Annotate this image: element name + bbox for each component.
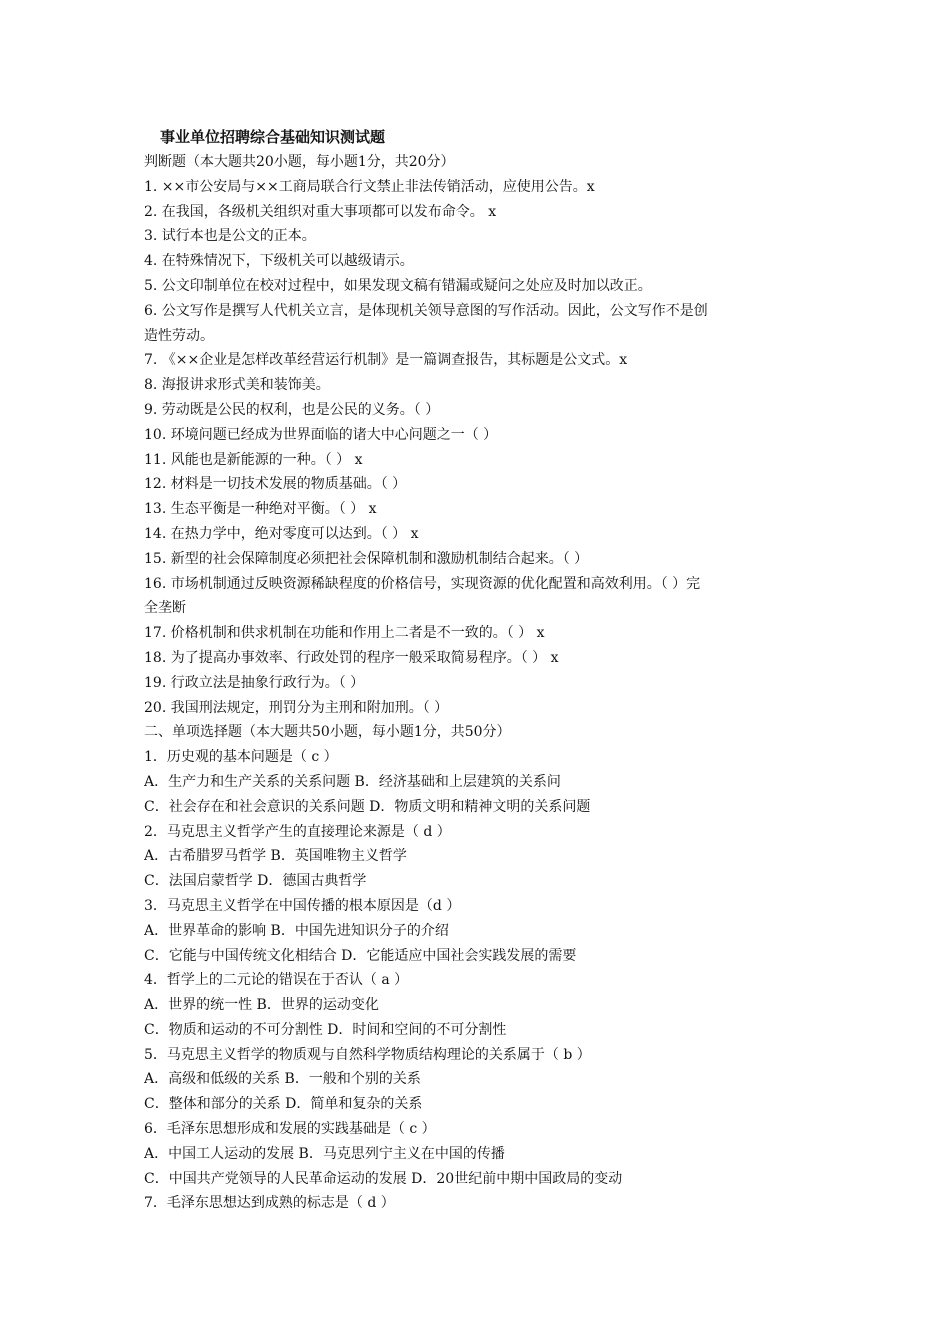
text-line: 造性劳动。 [144, 327, 214, 344]
text-line: A．世界的统一性 B．世界的运动变化 [144, 997, 379, 1014]
text-line: 10. 环境问题已经成为世界面临的诸大中心问题之一（ ） [144, 426, 498, 443]
text-line: C．它能与中国传统文化相结合 D．它能适应中国社会实践发展的需要 [144, 947, 577, 964]
text-line: 20. 我国刑法规定，刑罚分为主刑和附加刑。（ ） [144, 699, 449, 716]
text-line: A．古希腊罗马哲学 B．英国唯物主义哲学 [144, 848, 407, 865]
text-line: 14. 在热力学中，绝对零度可以达到。（ ） x [144, 525, 419, 542]
text-line: C．社会存在和社会意识的关系问题 D．物质文明和精神文明的关系问题 [144, 798, 591, 815]
text-line: 16. 市场机制通过反映资源稀缺程度的价格信号，实现资源的优化配置和高效利用。（ ）完 [144, 575, 701, 592]
text-line: 4. 在特殊情况下，下级机关可以越级请示。 [144, 253, 414, 270]
text-line: A．高级和低级的关系 B．一般和个别的关系 [144, 1071, 421, 1088]
text-line: 3．马克思主义哲学在中国传播的根本原因是（d ） [144, 897, 461, 914]
text-line: 1．历史观的基本问题是（ c ） [144, 749, 338, 766]
text-line: 15. 新型的社会保障制度必须把社会保障机制和激励机制结合起来。（ ） [144, 550, 589, 567]
text-line: 8. 海报讲求形式美和装饰美。 [144, 377, 330, 394]
text-line: 7. 《××企业是怎样改革经营运行机制》是一篇调查报告，其标题是公文式。x [144, 352, 628, 369]
text-line: 11. 风能也是新能源的一种。（ ） x [144, 451, 363, 468]
text-line: C．法国启蒙哲学 D．德国古典哲学 [144, 873, 367, 890]
text-line: 1. ××市公安局与××工商局联合行文禁止非法传销活动，应使用公告。x [144, 178, 595, 195]
text-line: 5. 公文印制单位在校对过程中，如果发现文稿有错漏或疑问之处应及时加以改正。 [144, 277, 652, 294]
text-line: A．世界革命的影响 B．中国先进知识分子的介绍 [144, 922, 449, 939]
text-line: 6．毛泽东思想形成和发展的实践基础是（ c ） [144, 1121, 436, 1138]
text-line: 全垄断 [144, 600, 186, 617]
text-line: 2．马克思主义哲学产生的直接理论来源是（ d ） [144, 823, 451, 840]
text-line: C．物质和运动的不可分割性 D．时间和空间的不可分割性 [144, 1021, 507, 1038]
text-line: 19. 行政立法是抽象行政行为。（ ） [144, 674, 365, 691]
text-line: 18. 为了提高办事效率、行政处罚的程序一般采取简易程序。（ ） x [144, 649, 559, 666]
text-line: 6. 公文写作是撰写人代机关立言，是体现机关领导意图的写作活动。因此，公文写作不是创 [144, 302, 708, 319]
text-line: A．生产力和生产关系的关系问题 B．经济基础和上层建筑的关系问 [144, 773, 561, 790]
text-line: A．中国工人运动的发展 B．马克思列宁主义在中国的传播 [144, 1145, 505, 1162]
text-line: 12. 材料是一切技术发展的物质基础。（ ） [144, 476, 407, 493]
text-line: 9. 劳动既是公民的权利，也是公民的义务。（ ） [144, 401, 440, 418]
text-line: 二、单项选择题（本大题共50小题，每小题1分，共50分） [144, 724, 511, 741]
document-title: 事业单位招聘综合基础知识测试题 [160, 128, 386, 146]
text-line: C．整体和部分的关系 D．简单和复杂的关系 [144, 1096, 423, 1113]
text-line: 3. 试行本也是公文的正本。 [144, 228, 316, 245]
text-line: 17. 价格机制和供求机制在功能和作用上二者是不一致的。（ ） x [144, 625, 545, 642]
text-line: 5．马克思主义哲学的物质观与自然科学物质结构理论的关系属于（ b ） [144, 1046, 591, 1063]
text-line: 4．哲学上的二元论的错误在于否认（ a ） [144, 972, 409, 989]
text-line: 13. 生态平衡是一种绝对平衡。（ ） x [144, 501, 377, 518]
text-line: 判断题（本大题共20小题，每小题1分，共20分） [144, 154, 455, 170]
document-body [144, 150, 814, 1216]
text-line: 2. 在我国，各级机关组织对重大事项都可以发布命令。 x [144, 203, 497, 220]
text-line: C．中国共产党领导的人民革命运动的发展 D．20世纪前中期中国政局的变动 [144, 1170, 623, 1187]
text-line: 7．毛泽东思想达到成熟的标志是（ d ） [144, 1195, 395, 1212]
